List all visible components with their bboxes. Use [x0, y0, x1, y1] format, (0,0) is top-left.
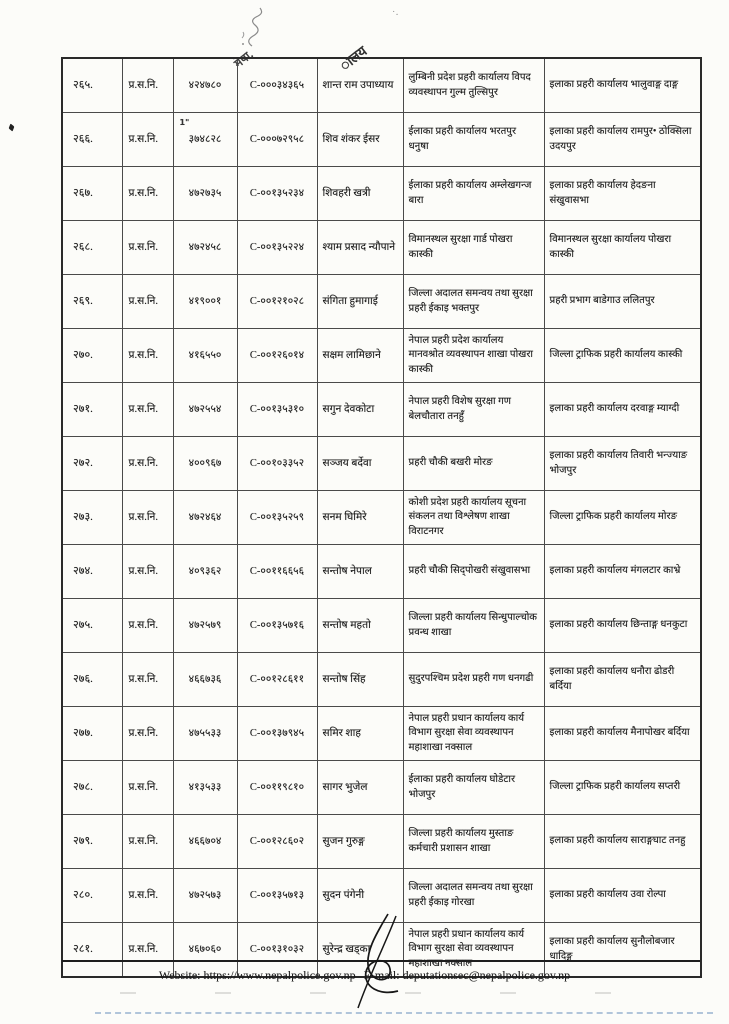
cell-text: नेपाल प्रहरी विशेष सुरक्षा गण बेलचौतारा तनहुँ: [408, 396, 511, 422]
cell-text: नेपाल प्रहरी प्रधान कार्यालय कार्य विभाग सुरक्षा सेवा व्यवस्थापन महाशाखा नक्साल: [408, 928, 525, 969]
cell-to-office: [544, 383, 701, 437]
cell-code: [237, 545, 317, 599]
cell-to-office: [544, 545, 701, 599]
cell-text: २६८.: [73, 240, 93, 253]
cell-reg-no: [173, 167, 237, 221]
cell-text: C-००१२१०२८: [249, 295, 305, 307]
cell-text: C-००१३५७१६: [249, 619, 305, 631]
cell-to-office: [544, 113, 701, 167]
cell-sn: [62, 869, 122, 923]
cell-text: ४७२४५८: [188, 241, 222, 253]
cell-name: [317, 383, 403, 437]
cell-text: सुजन गुरुङ्ग: [322, 835, 365, 847]
table-row: [62, 329, 701, 383]
cell-rank: [122, 599, 173, 653]
cell-text: सुरेन्द्र खड्का: [322, 943, 371, 955]
cell-text: ईलाका प्रहरी कार्यालय अम्लेखगन्ज बारा: [408, 180, 532, 206]
cell-text: C-००१३७९४५: [249, 727, 305, 739]
cell-text: C-००१२८६०२: [249, 835, 305, 847]
cell-to-office: [544, 437, 701, 491]
cell-name: [317, 599, 403, 653]
cell-text: C-००१०३३५२: [249, 457, 305, 469]
cell-text: ४६६७०४: [188, 835, 222, 847]
cell-text: इलाका प्रहरी कार्यालय छिन्ताङ्ग धनकुटा: [549, 619, 688, 631]
cell-code: [237, 275, 317, 329]
cell-name: [317, 761, 403, 815]
cell-text: C-००१३५७१३: [249, 889, 305, 901]
cell-from-office: [403, 437, 544, 491]
cell-sn: [62, 383, 122, 437]
cell-text: प्र.स.नि.: [128, 349, 158, 361]
cell-text: सुदन पंगेनी: [322, 889, 365, 901]
cell-to-office: [544, 869, 701, 923]
cell-text: इलाका प्रहरी कार्यालय सुनौलोबजार धादिङ्ग: [549, 936, 675, 962]
cell-reg-no: [173, 113, 237, 167]
cell-sn: [62, 329, 122, 383]
cell-text: २७४.: [73, 564, 93, 577]
cell-reg-no: [173, 707, 237, 761]
footer-website: Website: https://www.nepalpolice.gov.np: [158, 968, 356, 982]
cell-name: [317, 545, 403, 599]
cell-text: २७९.: [73, 834, 93, 847]
cell-sn: [62, 545, 122, 599]
cell-reg-no: [173, 58, 237, 113]
table-row: [62, 167, 701, 221]
cell-from-office: [403, 707, 544, 761]
cell-text: इलाका प्रहरी कार्यालय मैनापोखर बर्दिया: [549, 727, 690, 739]
cell-code: [237, 491, 317, 545]
cell-text: सुदुरपश्चिम प्रदेश प्रहरी गण धनगढी: [408, 673, 534, 685]
cell-text: २७८.: [73, 780, 93, 793]
cell-text: ४६७०६०: [188, 943, 222, 955]
cell-text: C-०००३४३६५: [249, 79, 305, 91]
cell-code: [237, 221, 317, 275]
cell-text: श्याम प्रसाद न्यौपाने: [322, 241, 396, 253]
table-row: [62, 58, 701, 113]
cell-code: [237, 869, 317, 923]
cell-reg-no: [173, 329, 237, 383]
cell-name: [317, 707, 403, 761]
cell-text: २६७.: [73, 186, 93, 199]
cell-text: C-००१३५३१०: [249, 403, 305, 415]
cell-text: ४१३५३३: [188, 781, 222, 793]
cell-name: [317, 653, 403, 707]
cell-text: शान्त राम उपाध्याय: [322, 79, 394, 91]
cell-from-office: [403, 599, 544, 653]
cell-from-office: [403, 761, 544, 815]
footer-email: E-mail: deputationsec@nepalpolice.gov.np: [363, 968, 571, 982]
cell-text: २७६.: [73, 672, 93, 685]
cell-text: २६६.: [73, 132, 93, 145]
cell-text: प्र.स.नि.: [128, 241, 158, 253]
cell-text: २७१.: [73, 402, 93, 415]
stamp-fragment-mepa: मेपा.: [231, 47, 256, 71]
signature-mark: [336, 912, 426, 1017]
cell-rank: [122, 869, 173, 923]
cell-rank: [122, 815, 173, 869]
cell-from-office: [403, 545, 544, 599]
cell-text: विमानस्थल सुरक्षा कार्यालय पोखरा कास्की: [549, 234, 672, 260]
cell-rank: [122, 275, 173, 329]
table-row: [62, 761, 701, 815]
cell-text: प्र.स.नि.: [128, 79, 158, 91]
cell-code: [237, 761, 317, 815]
cell-to-office: [544, 167, 701, 221]
table-row: [62, 383, 701, 437]
cell-reg-no: [173, 383, 237, 437]
cell-to-office: [544, 653, 701, 707]
cell-code: [237, 815, 317, 869]
cell-text: ईलाका प्रहरी कार्यालय घोडेटार भोजपुर: [408, 774, 516, 800]
cell-to-office: [544, 599, 701, 653]
cell-text: २६९.: [73, 294, 93, 307]
cell-text: प्र.स.नि.: [128, 403, 158, 415]
cell-code: [237, 113, 317, 167]
cell-text: ४७२४६४: [188, 511, 222, 523]
cell-rank: [122, 167, 173, 221]
cell-text: जिल्ला अदालत समन्वय तथा सुरक्षा प्रहरी ईकाइ भक्तपुर: [408, 288, 533, 314]
cell-text: ४१६५५०: [188, 349, 222, 361]
cell-text: प्रहरी चौकी बखरी मोरङ: [408, 457, 493, 469]
cell-text: जिल्ला ट्राफिक प्रहरी कार्यालय मोरङ: [549, 511, 677, 523]
cell-sn: [62, 221, 122, 275]
cell-to-office: [544, 275, 701, 329]
cell-text: सञ्जय बर्देवा: [322, 457, 372, 469]
cell-text: नेपाल प्रहरी प्रदेश कार्यालय मानवश्रोत व्यवस्थापन शाखा पोखरा कास्की: [408, 334, 534, 375]
cell-sn: [62, 815, 122, 869]
cell-rank: [122, 437, 173, 491]
cell-to-office: [544, 58, 701, 113]
table-row: [62, 707, 701, 761]
cell-text: सागर भुजेल: [322, 781, 368, 793]
cell-reg-no: [173, 437, 237, 491]
cell-text: २७०.: [73, 348, 93, 361]
cell-text: इलाका प्रहरी कार्यालय उवा रोल्पा: [549, 889, 666, 901]
cell-text: प्र.स.नि.: [128, 943, 158, 955]
cell-text: इलाका प्रहरी कार्यालय भालुवाङ्ग दाङ्ग: [549, 79, 679, 91]
cell-sn: [62, 491, 122, 545]
cell-text: जिल्ला प्रहरी कार्यालय मुस्ताङ कर्मचारी प्रशासन शाखा: [408, 828, 514, 854]
cell-text: ४७२५५४: [188, 403, 222, 415]
table-row: [62, 545, 701, 599]
handwritten-mark: 1": [179, 118, 190, 127]
cell-from-office: [403, 491, 544, 545]
cell-name: [317, 58, 403, 113]
table-row: [62, 653, 701, 707]
cell-code: [237, 58, 317, 113]
cell-text: सन्तोष सिंह: [322, 673, 366, 685]
scan-artifact-blue-line: [95, 1012, 713, 1014]
cell-text: संगिता हुमागाई: [322, 295, 378, 307]
cell-text: सनम घिमिरे: [322, 511, 367, 523]
cell-text: प्र.स.नि.: [128, 565, 158, 577]
cell-text: प्र.स.नि.: [128, 133, 158, 145]
cell-text: इलाका प्रहरी कार्यालय मंगलटार काभ्रे: [549, 565, 681, 577]
cell-text: ४६६७३६: [188, 673, 222, 685]
cell-text: सक्षम लामिछाने: [322, 349, 381, 361]
cell-text: प्रहरी प्रभाग बाडेगाउ ललितपुर: [549, 295, 655, 307]
cell-rank: [122, 491, 173, 545]
cell-text: प्र.स.नि.: [128, 511, 158, 523]
cell-code: [237, 167, 317, 221]
cell-rank: [122, 707, 173, 761]
cell-to-office: [544, 491, 701, 545]
cell-text: २८१.: [73, 942, 93, 955]
cell-to-office: [544, 221, 701, 275]
cell-text: C-००१३१०३२: [249, 943, 305, 955]
cell-from-office: [403, 653, 544, 707]
cell-name: [317, 167, 403, 221]
table-row: [62, 113, 701, 167]
cell-sn: [62, 167, 122, 221]
table-row: [62, 275, 701, 329]
cell-reg-no: [173, 653, 237, 707]
cell-text: ४०९३६२: [188, 565, 222, 577]
cell-text: C-००१२६०१४: [249, 349, 305, 361]
cell-text: शिव शंकर ईसर: [322, 133, 380, 145]
cell-text: इलाका प्रहरी कार्यालय साराङ्गघाट तनहु: [549, 835, 686, 847]
cell-text: इलाका प्रहरी कार्यालय धनौरा ढोडरी बर्दिया: [549, 666, 675, 692]
cell-from-office: [403, 58, 544, 113]
cell-text: विमानस्थल सुरक्षा गार्ड पोखरा कास्की: [408, 234, 513, 260]
cell-text: जिल्ला ट्राफिक प्रहरी कार्यालय सप्तरी: [549, 781, 681, 793]
cell-from-office: [403, 383, 544, 437]
cell-text: सन्तोष नेपाल: [322, 565, 372, 577]
cell-text: C-००१३५२३४: [249, 187, 305, 199]
cell-text: २६५.: [73, 78, 93, 91]
cell-text: ४००९६७: [188, 457, 222, 469]
cell-text: सगुन देवकोटा: [322, 403, 375, 415]
cell-sn: [62, 761, 122, 815]
cell-rank: [122, 221, 173, 275]
table-row: [62, 491, 701, 545]
cell-name: [317, 437, 403, 491]
cell-rank: [122, 761, 173, 815]
cell-name: [317, 275, 403, 329]
cell-text: प्र.स.नि.: [128, 187, 158, 199]
cell-text: जिल्ला प्रहरी कार्यालय सिन्धुपाल्चोक प्रवन्ध शाखा: [408, 612, 537, 638]
cell-text: समिर शाह: [322, 727, 361, 739]
cell-rank: [122, 653, 173, 707]
cell-text: प्र.स.नि.: [128, 889, 158, 901]
cell-text: जिल्ला ट्राफिक प्रहरी कार्यालय कास्की: [549, 349, 683, 361]
scan-artifact-dashes: [120, 992, 640, 994]
cell-sn: [62, 113, 122, 167]
cell-rank: [122, 113, 173, 167]
cell-text: ४२४७८०: [188, 79, 222, 91]
cell-text: कोशी प्रदेश प्रहरी कार्यालय सूचना संकलन तथा विश्लेषण शाखा विराटनगर: [408, 496, 527, 537]
cell-from-office: [403, 167, 544, 221]
cell-sn: [62, 58, 122, 113]
cell-text: नेपाल प्रहरी प्रधान कार्यालय कार्य विभाग सुरक्षा सेवा व्यवस्थापन महाशाखा नक्साल: [408, 712, 525, 753]
cell-text: ४१९००१: [188, 295, 222, 307]
cell-from-office: [403, 221, 544, 275]
stamp-fragment-alay: ालय: [337, 44, 371, 75]
cell-code: [237, 437, 317, 491]
cell-text: C-००१३५२५९: [249, 511, 305, 523]
cell-sn: [62, 707, 122, 761]
cell-text: ४७५५३३: [188, 727, 222, 739]
cell-code: [237, 653, 317, 707]
cell-code: [237, 707, 317, 761]
cell-text: इलाका प्रहरी कार्यालय दरवाङ्ग म्याग्दी: [549, 403, 680, 415]
table-row: [62, 221, 701, 275]
cell-text: प्र.स.नि.: [128, 457, 158, 469]
cell-name: [317, 815, 403, 869]
cell-text: प्रहरी चौकी सिद्पोखरी संखुवासभा: [408, 565, 531, 577]
cell-reg-no: [173, 221, 237, 275]
cell-name: [317, 221, 403, 275]
cell-sn: [62, 599, 122, 653]
cell-to-office: [544, 761, 701, 815]
cell-sn: [62, 275, 122, 329]
cell-from-office: [403, 275, 544, 329]
cell-from-office: [403, 815, 544, 869]
deputation-table: [61, 57, 701, 978]
margin-ink-mark: [9, 123, 15, 131]
cell-text: इलाका प्रहरी कार्यालय हेदङना संखुवासभा: [549, 180, 656, 206]
cell-rank: [122, 329, 173, 383]
cell-to-office: [544, 707, 701, 761]
deputation-table-body: [62, 58, 701, 977]
cell-reg-no: [173, 599, 237, 653]
cell-from-office: [403, 113, 544, 167]
cell-text: प्र.स.नि.: [128, 295, 158, 307]
cell-text: C-०००७२९५८: [249, 133, 305, 145]
cell-text: C-००१३५२२४: [249, 241, 305, 253]
table-row: [62, 437, 701, 491]
cell-reg-no: [173, 869, 237, 923]
cell-to-office: [544, 815, 701, 869]
cell-to-office: [544, 329, 701, 383]
cell-text: इलाका प्रहरी कार्यालय तिवारी भन्ज्याङ भोजपुर: [549, 450, 688, 476]
cell-text: C-००११६६५६: [249, 565, 305, 577]
cell-text: २७५.: [73, 618, 93, 631]
cell-text: ४७२५७३: [188, 889, 222, 901]
table-row: [62, 599, 701, 653]
cell-text: इलाका प्रहरी कार्यालय रामपुर• ठोक्सिला उदयपुर: [549, 126, 692, 152]
cell-text: प्र.स.नि.: [128, 781, 158, 793]
cell-rank: [122, 383, 173, 437]
cell-code: [237, 383, 317, 437]
cell-reg-no: [173, 491, 237, 545]
cell-text: प्र.स.नि.: [128, 673, 158, 685]
cell-text: प्र.स.नि.: [128, 835, 158, 847]
cell-reg-no: [173, 545, 237, 599]
cell-code: [237, 599, 317, 653]
cell-text: जिल्ला अदालत समन्वय तथा सुरक्षा प्रहरी ईकाइ गोरखा: [408, 882, 533, 908]
cell-text: ईलाका प्रहरी कार्यालय भरतपुर धनुषा: [408, 126, 517, 152]
cell-rank: [122, 545, 173, 599]
cell-sn: [62, 653, 122, 707]
cell-reg-no: [173, 275, 237, 329]
cell-text: C-००१२८६११: [249, 673, 305, 685]
cell-text: प्र.स.नि.: [128, 727, 158, 739]
cell-name: [317, 329, 403, 383]
cell-from-office: [403, 329, 544, 383]
pencil-dot-mark: ˙·: [392, 10, 399, 21]
cell-text: C-००११९८१०: [249, 781, 305, 793]
cell-text: २७७.: [73, 726, 93, 739]
cell-sn: [62, 437, 122, 491]
cell-text: प्र.स.नि.: [128, 619, 158, 631]
cell-text: ३७४८२८: [188, 133, 222, 145]
table-row: [62, 815, 701, 869]
cell-rank: [122, 58, 173, 113]
cell-text: ४७२५७९: [188, 619, 222, 631]
cell-text: २७३.: [73, 510, 93, 523]
cell-text: ४७२७३५: [188, 187, 222, 199]
cell-code: [237, 329, 317, 383]
cell-reg-no: [173, 815, 237, 869]
cell-reg-no: [173, 761, 237, 815]
cell-text: लुम्बिनी प्रदेश प्रहरी कार्यालय विपद व्यवस्थापन गुल्म तुल्सिपुर: [408, 72, 531, 98]
cell-text: सन्तोष महतो: [322, 619, 371, 631]
cell-name: [317, 491, 403, 545]
cell-text: २८०.: [73, 888, 93, 901]
cell-text: २७२.: [73, 456, 93, 469]
cell-text: शिवहरी खत्री: [322, 187, 371, 199]
cell-name: [317, 113, 403, 167]
